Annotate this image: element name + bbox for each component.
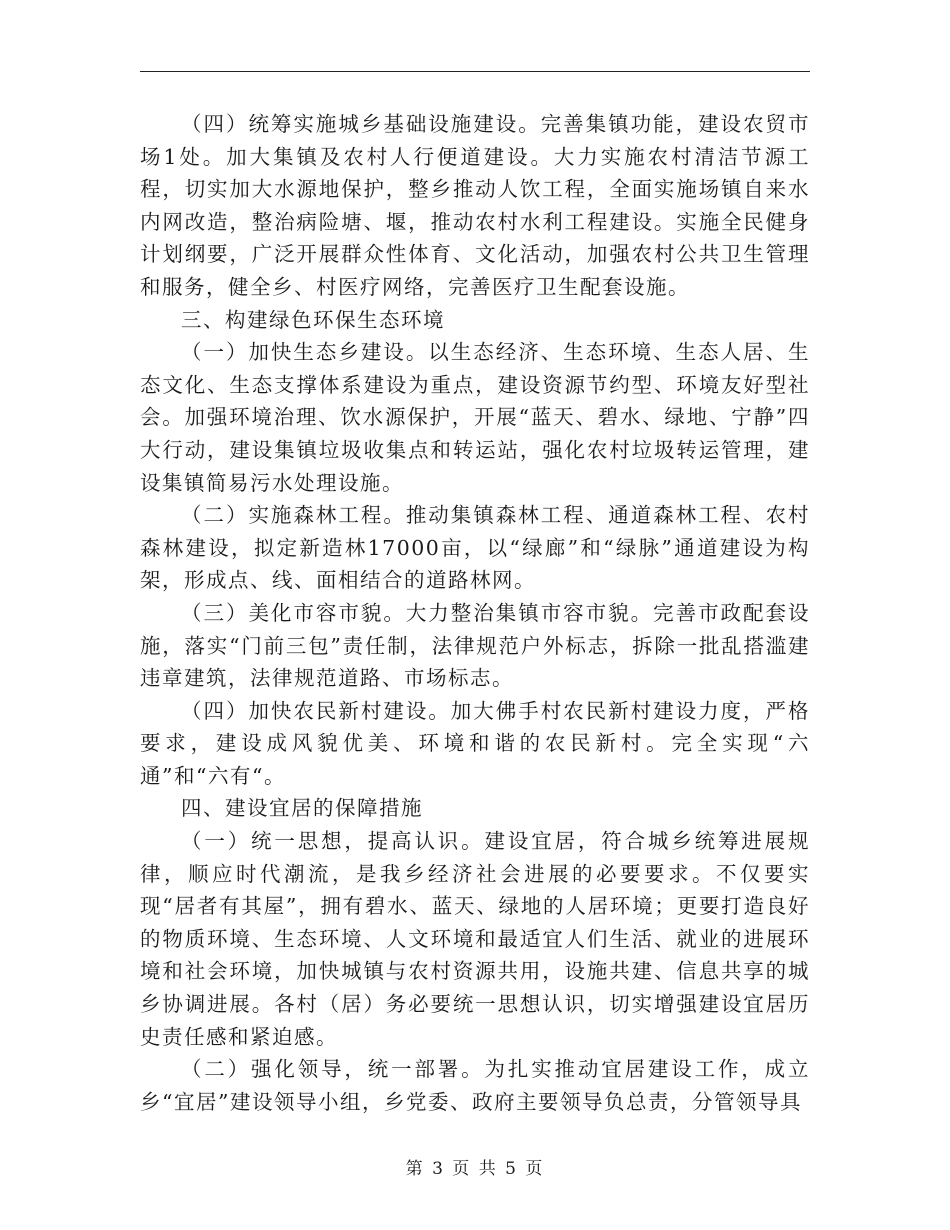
paragraph-infrastructure: （四）统筹实施城乡基础设施建设。完善集镇功能，建设农贸市场1处。加大集镇及农村人行便道建设。大力实施农村清洁节源工程，切实加大水源地保护，整乡推动人饮工程，全面实施场镇自来水内网改造，整治病险塘、堰，推动农村水利工程建设。实施全民健身计划纲要，广泛开展群众性体育、文化活动，加强农村公共卫生管理和服务，健全乡、村医疗网络，完善医疗卫生配套设施。 [140, 112, 810, 299]
page-number-footer: 第 3 页 共 5 页 [405, 1159, 545, 1179]
paragraph-unify-thinking: （一）统一思想，提高认识。建设宜居，符合城乡统筹进展规律，顺应时代潮流，是我乡经济社会进展的必要要求。不仅要实现“居者有其屋”，拥有碧水、蓝天、绿地的人居环境；更要打造良好的物质环境、生态环境、人文环境和最适宜人们生活、就业的进展环境和社会环境，加快城镇与农村资源共用，设施共建、信息共享的城乡协调进展。各村（居）务必要统一思想认识，切实增强建设宜居历史责任感和紧迫感。 [140, 829, 810, 1049]
section-heading-ecology: 三、构建绿色环保生态环境 [181, 307, 445, 332]
paragraph-city-appearance: （三）美化市容市貌。大力整治集镇市容市貌。完善市政配套设施，落实“门前三包”责任制，法律规范户外标志，拆除一批乱搭滥建违章建筑，法律规范道路、市场标志。 [140, 600, 810, 691]
paragraph-new-village: （四）加快农民新村建设。加大佛手村农民新村建设力度，严格要求，建设成风貌优美、环境和谐的农民新村。完全实现“六通”和“六有“。 [140, 698, 810, 788]
paragraph-leadership: （二）强化领导，统一部署。为扎实推动宜居建设工作，成立乡“宜居”建设领导小组，乡党委、政府主要领导负总责，分管领导具 [140, 1057, 810, 1114]
paragraph-forest-project: （二）实施森林工程。推动集镇森林工程、通道森林工程、农村森林建设，拟定新造林17000亩，以“绿廊”和“绿脉”通道建设为构架，形成点、线、面相结合的道路林网。 [140, 503, 810, 593]
section-heading-safeguards: 四、建设宜居的保障措施 [181, 796, 423, 821]
paragraph-eco-township: （一）加快生态乡建设。以生态经济、生态环境、生态人居、生态文化、生态支撑体系建设为重点，建设资源节约型、环境友好型社会。加强环境治理、饮水源保护，开展“蓝天、碧水、绿地、宁静”四大行动，建设集镇垃圾收集点和转运站，强化农村垃圾转运管理，建设集镇简易污水处理设施。 [140, 340, 810, 495]
document-body [140, 108, 810, 1118]
header-rule [140, 71, 810, 72]
